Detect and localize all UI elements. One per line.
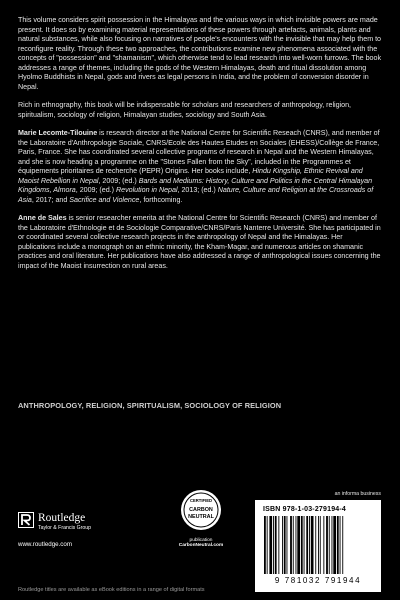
barcode-bar xyxy=(269,516,272,574)
barcode-bar xyxy=(337,516,339,574)
book-title: Revolution in Nepal xyxy=(115,186,178,194)
bio-text: , forthcoming. xyxy=(139,195,183,204)
editor-bio-1 xyxy=(18,129,382,205)
bio-text: is research director at the National Centre for Scientific Reseach (CNRS), and member of the Laboratoire d'Anthropologie Sociale, CNRS/Ecole des Hautes Etudes en Sociales (EHESS)/Collège de France, Paris, France. She has coordinated several collective programs of research in Nepal and the Western Himalayas, and she is now heading a programme on the "Stones Fallen from the Sky", included in the Programmes et équipements prioritaires de recherche (PEPR) Origins. Her books include, xyxy=(18,129,380,175)
svg-text:CERTIFIED: CERTIFIED xyxy=(189,498,213,503)
svg-text:®: ® xyxy=(220,514,223,517)
cover-footer xyxy=(0,488,400,600)
book-title: Hindu Kingship, Ethnic Revival and Maoist Rebellion in Nepal xyxy=(18,167,363,185)
svg-text:CARBON: CARBON xyxy=(189,507,213,513)
barcode-bar xyxy=(301,516,303,574)
barcode-bar xyxy=(323,516,324,574)
ebook-footnote: Routledge titles are available as eBook editions in a range of digital formats xyxy=(18,587,205,593)
bio-text: , 2009; (ed.) xyxy=(98,176,139,185)
barcode-bar xyxy=(306,516,308,574)
barcode-bar xyxy=(287,516,288,574)
svg-text:NEUTRAL: NEUTRAL xyxy=(188,514,214,520)
publisher-url: www.routledge.com xyxy=(18,541,72,548)
barcode-bar xyxy=(309,516,310,574)
book-title: Sacrifice and Violence xyxy=(69,195,140,204)
barcode-bar xyxy=(293,516,294,574)
carbon-neutral-publication: publication xyxy=(189,538,213,543)
barcode-bar xyxy=(318,516,319,574)
barcode-bar xyxy=(282,516,283,574)
bio-text: is senior researcher emerita at the National Centre for Scientific Research (CNRS) and member of the Laboratoire d'Ethnologie et de Sociologie Comparative/CNRS/Paris Nanterre Université. She has participated in or coordinated several collective research projects in the anthropology of Nepal and the Himalayas. Her publications include a monograph on an ethnic minority, the Kham-Magar, and numerous articles on shamanic practices and oral literature. Her publications have also addressed a range of anthropological issues concerning the impact of the Maoist insurrection on rural areas. xyxy=(18,214,381,270)
barcode-bar xyxy=(278,516,279,574)
carbon-neutral-url: CarbonNeutral.com xyxy=(178,543,224,548)
book-title: Nature, Culture and Religion at the Crossroads of Asia xyxy=(18,186,374,204)
routledge-r-icon xyxy=(18,512,34,528)
blurb-paragraph-1: This volume considers spirit possession in the Himalayas and the various ways in which invisible powers are made present. It does so by examining material representations of these powers through artefacts, animals, plants and natural substances, while also focusing on narratives of people's encounters with the invisible that may help them to reconfigure reality. Through these two approaches, the contributions examine new phenomena associated with the concepts of "possession" and "shamanism", which otherwise tend to lead research into well-worn furrows. The book addresses a range of themes, including the gods of the Western Himalayas, death and ritual dissolution among Hyolmo Buddhists in Nepal, gods and rivers as legal persons in India, and the problem of conversion disorder in Nepal. xyxy=(18,16,382,91)
informa-label: an informa business xyxy=(334,491,381,497)
barcode-bar xyxy=(342,516,343,574)
barcode-bar xyxy=(267,516,268,574)
barcode-bar xyxy=(273,516,274,574)
barcode-bar xyxy=(296,516,297,574)
barcode-area xyxy=(255,488,383,588)
editor-name: Anne de Sales xyxy=(18,214,67,222)
blurb-paragraph-2: Rich in ethnography, this book will be indispensable for scholars and researchers of anthropology, religion, spiritualism, sociology of religion, Himalayan studies, sociology and South Asia. xyxy=(18,101,351,119)
barcode-bar xyxy=(311,516,314,574)
bio-text: , 2017; and xyxy=(31,195,70,204)
editor-name: Marie Lecomte-Tilouine xyxy=(18,129,98,137)
book-title: Bards and Mediums: History, Culture and Politics in the Central Himalayan Kingdoms, Almora xyxy=(18,176,373,194)
barcode-bar xyxy=(304,516,305,574)
barcode-bars xyxy=(263,516,375,574)
routledge-logo xyxy=(18,512,91,531)
publisher-name: Routledge xyxy=(38,512,86,524)
carbon-neutral-badge xyxy=(178,488,224,548)
barcode-bar xyxy=(284,516,286,574)
barcode-bar xyxy=(340,516,341,574)
barcode-bar xyxy=(290,516,292,574)
barcode-bar xyxy=(332,516,333,574)
barcode-bar xyxy=(264,516,266,574)
back-cover-text xyxy=(18,16,382,280)
barcode-bar xyxy=(329,516,330,574)
bio-text: , 2009; (ed.) xyxy=(75,186,116,194)
barcode-bar xyxy=(297,516,300,574)
carbon-neutral-icon xyxy=(179,488,223,532)
barcode-bar xyxy=(320,516,321,574)
barcode-bar xyxy=(326,516,328,574)
subject-categories: ANTHROPOLOGY, RELIGION, SPIRITUALISM, SOCIOLOGY OF RELIGION xyxy=(18,401,282,410)
bio-text: , 2013; (ed.) xyxy=(177,186,218,194)
barcode-bar xyxy=(315,516,316,574)
isbn-text: ISBN 978-1-03-279194-4 xyxy=(263,506,347,513)
barcode-box xyxy=(255,500,381,592)
editor-bio-2 xyxy=(18,214,382,271)
publisher-group: Taylor & Francis Group xyxy=(38,525,92,531)
barcode-digits: 9 781032 791944 xyxy=(274,576,362,585)
barcode-bar xyxy=(333,516,336,574)
barcode-bar xyxy=(275,516,277,574)
